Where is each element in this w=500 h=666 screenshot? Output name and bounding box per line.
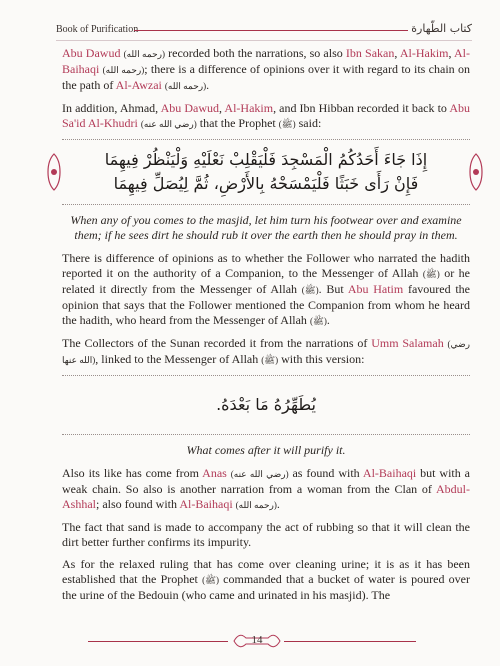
narrator-link: Abu Dawud	[160, 101, 219, 115]
narrator-link: Abdul-Ashhal	[62, 482, 470, 511]
hadith-translation-2: What comes after it will purify it.	[186, 443, 346, 457]
footer-divider-left	[88, 641, 228, 642]
ornament-left-icon	[44, 152, 64, 192]
narrator-link: Al-Hakim	[399, 46, 449, 60]
honorific: (ﷺ)	[422, 269, 440, 279]
narrator-link: Abu Dawud	[62, 46, 121, 60]
narrator-link: Abu Sa'id Al-Khudri	[62, 101, 470, 130]
text-run: ; also found with	[96, 497, 180, 511]
header-divider	[134, 30, 408, 31]
text-run: . But	[318, 282, 348, 296]
header-rule	[56, 40, 472, 41]
honorific: (رحمه الله)	[102, 65, 145, 75]
narrator-link: Ibn Sakan	[345, 46, 395, 60]
header-book-title: Book of Purification	[56, 24, 139, 35]
paragraph-1	[62, 46, 470, 94]
text-run: as found with	[288, 466, 363, 480]
text-run: , and Ibn Hibban recorded it back to	[273, 101, 450, 115]
honorific: (رضي الله عنها)	[62, 339, 471, 365]
hadith-arabic-text-2: يُطَهِّرُهُ مَا بَعْدَهُ.	[216, 395, 316, 414]
text-run: but with a weak chain. So also is another narration from a woman from the Clan of	[62, 466, 470, 496]
text-run: commanded that a bucket of water is poured over the urine of the Bedouin (who came and urinated in his masjid). The	[62, 572, 470, 602]
hadith-arabic-box-2	[62, 375, 470, 435]
paragraph-2	[62, 101, 470, 132]
honorific: (ﷺ)	[278, 119, 296, 129]
honorific: (رضي الله عنه)	[230, 469, 289, 479]
narrator-link: Umm Salamah	[371, 336, 444, 350]
text-run: ,	[218, 101, 225, 115]
text-run: The Collectors of the Sunan recorded it from the narrations of	[62, 336, 372, 350]
page-number: 14	[251, 634, 263, 646]
hadith-translation-1: When any of you comes to the masjid, let him turn his footwear over and examine them; if he sees dirt he should rub it over the earth then he should pray in them.	[70, 213, 462, 242]
text-run: .	[206, 78, 210, 92]
paragraph-5	[62, 466, 470, 513]
text-run: that the Prophet	[196, 116, 279, 130]
narrator-link: Al-Baihaqi	[62, 46, 470, 76]
text-run: As for the relaxed ruling that has come over cleaning urine; it is as it has been established that the Prophet	[62, 557, 470, 586]
narrator-link: Anas	[202, 466, 227, 480]
running-header	[56, 22, 472, 38]
header-chapter-title-arabic: كتاب الطّهارة	[411, 22, 472, 35]
honorific: (ﷺ)	[202, 575, 219, 585]
narrator-link: Al-Baihaqi	[362, 466, 417, 480]
paragraph-6: The fact that sand is made to accompany the act of rubbing so that it will clean the dirt better further confirms its impurity.	[62, 520, 470, 549]
text-run: with this version:	[278, 352, 365, 366]
text-run: Also its like has come from	[62, 466, 203, 480]
honorific: (ﷺ)	[301, 285, 319, 295]
narrator-link: Abu Hatim	[347, 282, 404, 296]
paragraph-3	[62, 251, 470, 329]
footer-divider-right	[284, 641, 416, 642]
hadith-arabic-box	[62, 139, 470, 205]
text-run: said:	[295, 116, 322, 130]
narrator-link: Al-Baihaqi	[179, 497, 233, 511]
text-run: There is difference of opinions as to whether the Follower who narrated the hadith reported it on the authority of a Companion, to the Messenger of Allah	[62, 251, 470, 280]
text-run: ; there is a difference of opinions over it with regard to its chain on the path of	[62, 62, 470, 92]
text-run: .	[276, 497, 280, 511]
honorific: (رحمه الله)	[164, 81, 207, 91]
text-run: In addition, Ahmad,	[62, 101, 161, 115]
text-run: .	[326, 313, 330, 327]
text-run: or he related it directly from the Messenger of Allah	[62, 266, 470, 296]
hadith-arabic-text: إِذَا جَاءَ أَحَدُكُمُ الْمَسْجِدَ فَلْيَقْلِبْ نَعْلَيْهِ وَلْيَنْظُرْ فِيهِمَا فَإِنْ رَأَى خَبَثًا فَلْيَمْسَحْهُ بِالأَرْضِ، ثُمَّ لِيُصَلِّ فِيهِمَا	[104, 150, 428, 193]
narrator-link: Al-Hakim	[224, 101, 274, 115]
page-number-badge	[232, 632, 282, 650]
page-footer	[0, 632, 500, 652]
text-run: recorded both the narrations, so also	[168, 46, 346, 60]
honorific: (ﷺ)	[261, 355, 279, 365]
honorific: (رضي الله عنه)	[140, 119, 197, 129]
text-run: ,	[448, 46, 454, 60]
text-run: ,	[394, 46, 400, 60]
honorific: (رحمه الله)	[235, 500, 277, 510]
honorific: (رحمه الله)	[123, 49, 165, 59]
paragraph-7	[62, 557, 470, 603]
text-run: favoured the opinion that says that the Follower mentioned the Companion from whom he heard the hadith, who heard from the Messenger of Allah	[62, 282, 470, 327]
page-body	[62, 46, 470, 610]
text-run: , linked to the Messenger of Allah	[95, 352, 262, 366]
ornament-right-icon	[466, 152, 486, 192]
honorific: (ﷺ)	[309, 316, 327, 326]
narrator-link: Al-Awzai	[115, 78, 162, 92]
paragraph-4	[62, 336, 470, 368]
